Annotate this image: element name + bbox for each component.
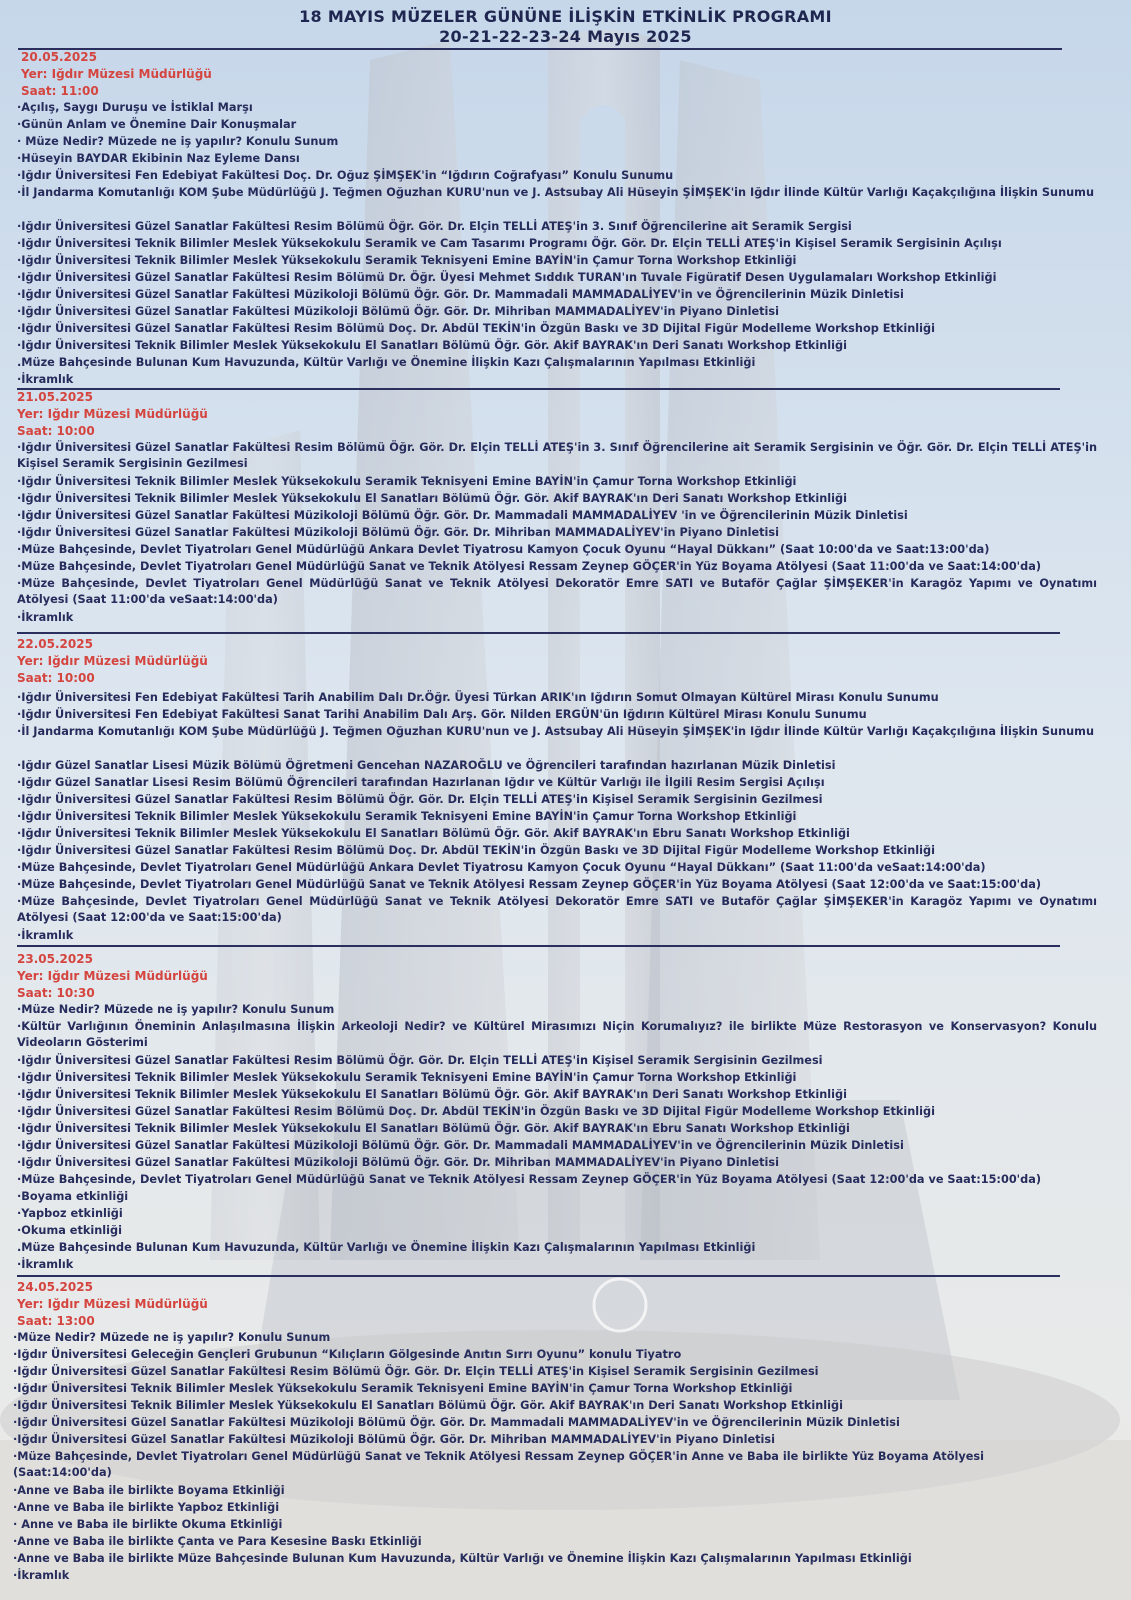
day-4-item: ·Iğdır Üniversitesi Teknik Bilimler Meslek Yüksekokulu El Sanatları Bölümü Öğr. Gör. Akif BAYRAK'ın Ebru Sanatı Workshop Etkinliği bbox=[17, 1122, 850, 1135]
day-3-item: ·Iğdır Üniversitesi Teknik Bilimler Meslek Yüksekokulu El Sanatları Bölümü Öğr. Gör. Akif BAYRAK'ın Ebru Sanatı Workshop Etkinliği bbox=[17, 827, 850, 840]
day-divider bbox=[17, 632, 1060, 634]
day-4-item: ·Kültür Varlığının Öneminin Anlaşılmasına İlişkin Arkeoloji Nedir? ve Kültürel Mirasımızı Niçin Korumalıyız? ile birlikte Müze Restorasyon ve Konservasyon? Konulu Videoların Gösterimi bbox=[17, 1020, 1097, 1049]
day-2-item: ·İkramlık bbox=[17, 611, 74, 624]
day-1-item: ·Iğdır Üniversitesi Güzel Sanatlar Fakültesi Resim Bölümü Doç. Dr. Abdül TEKİN'in Özgün Baskı ve 3D Dijital Figür Modelleme Workshop Etkinliği bbox=[17, 322, 935, 335]
day-3-item: ·Iğdır Üniversitesi Fen Edebiyat Fakültesi Sanat Tarihi Anabilim Dalı Arş. Gör. Nilden ERGÜN'ün Iğdırın Kültürel Mirası Konulu Sunumu bbox=[17, 708, 867, 721]
day-5-item: ·Iğdır Üniversitesi Güzel Sanatlar Fakültesi Müzikoloji Bölümü Öğr. Gör. Dr. Mihriban MAMMADALİYEV'in Piyano Dinletisi bbox=[13, 1433, 776, 1446]
day-3-item: ·İkramlık bbox=[17, 929, 74, 942]
day-3-item: ·Müze Bahçesinde, Devlet Tiyatroları Genel Müdürlüğü Sanat ve Teknik Atölyesi Dekoratör Emre SATI ve Butaför Çağlar ŞİMŞEKER'in Karagöz Yapımı ve Oynatımı Atölyesi (Saat 12:00'da ve Saat:15:00'da) bbox=[17, 895, 1097, 924]
day-3-item: ·Müze Bahçesinde, Devlet Tiyatroları Genel Müdürlüğü Sanat ve Teknik Atölyesi Ressam Zeynep GÖÇER'in Yüz Boyama Atölyesi (Saat 12:00'da ve Saat:15:00'da) bbox=[17, 878, 1042, 891]
day-3-item: ·Iğdır Üniversitesi Teknik Bilimler Meslek Yüksekokulu Seramik Teknisyeni Emine BAYİN'in Çamur Torna Workshop Etkinliği bbox=[17, 810, 797, 823]
day-3-time: Saat: 10:00 bbox=[17, 671, 95, 685]
day-3-item: ·Müze Bahçesinde, Devlet Tiyatroları Genel Müdürlüğü Ankara Devlet Tiyatrosu Kamyon Çocuk Oyunu “Hayal Dükkanı” (Saat 11:00'da veSaat:14:00'da) bbox=[17, 861, 986, 874]
day-4-time: Saat: 10:30 bbox=[17, 986, 95, 1000]
day-4-item: ·Yapboz etkinliği bbox=[17, 1207, 123, 1220]
day-5-item: ·Iğdır Üniversitesi Güzel Sanatlar Fakültesi Resim Bölümü Öğr. Gör. Dr. Elçin TELLİ ATEŞ'in Kişisel Seramik Sergisinin Gezilmesi bbox=[13, 1365, 819, 1378]
day-5-date: 24.05.2025 bbox=[17, 1280, 93, 1294]
day-2-date: 21.05.2025 bbox=[17, 390, 93, 404]
day-4-item: ·Okuma etkinliği bbox=[17, 1224, 122, 1237]
day-3-item: ·Iğdır Üniversitesi Güzel Sanatlar Fakültesi Resim Bölümü Doç. Dr. Abdül TEKİN'in Özgün Baskı ve 3D Dijital Figür Modelleme Workshop Etkinliği bbox=[17, 844, 935, 857]
day-3-item: ·Iğdır Üniversitesi Fen Edebiyat Fakültesi Tarih Anabilim Dalı Dr.Öğr. Üyesi Türkan ARIK'ın Iğdırın Somut Olmayan Kültürel Mirası Konulu Sunumu bbox=[17, 691, 939, 704]
day-5-item: ·Anne ve Baba ile birlikte Yapboz Etkinliği bbox=[13, 1501, 280, 1514]
day-2-item: ·Iğdır Üniversitesi Teknik Bilimler Meslek Yüksekokulu El Sanatları Bölümü Öğr. Gör. Akif BAYRAK'ın Deri Sanatı Workshop Etkinliği bbox=[17, 492, 847, 505]
day-4-item: ·Iğdır Üniversitesi Güzel Sanatlar Fakültesi Resim Bölümü Doç. Dr. Abdül TEKİN'in Özgün Baskı ve 3D Dijital Figür Modelleme Workshop Etkinliği bbox=[17, 1105, 935, 1118]
day-1-item: ·Iğdır Üniversitesi Güzel Sanatlar Fakültesi Resim Bölümü Dr. Öğr. Üyesi Mehmet Sıddık TURAN'ın Tuvale Figüratif Desen Uygulamaları Workshop Etkinliği bbox=[17, 271, 997, 284]
day-1-item: ·Iğdır Üniversitesi Güzel Sanatlar Fakültesi Müzikoloji Bölümü Öğr. Gör. Dr. Mammadali MAMMADALİYEV'in ve Öğrencilerinin Müzik Dinletisi bbox=[17, 288, 904, 301]
day-4-item: ·Iğdır Üniversitesi Güzel Sanatlar Fakültesi Resim Bölümü Öğr. Gör. Dr. Elçin TELLİ ATEŞ'in Kişisel Seramik Sergisinin Gezilmesi bbox=[17, 1054, 823, 1067]
day-4-item: .Müze Bahçesinde Bulunan Kum Havuzunda, Kültür Varlığı ve Önemine İlişkin Kazı Çalışmalarının Yapılması Etkinliği bbox=[17, 1241, 756, 1254]
day-1-date: 20.05.2025 bbox=[21, 50, 97, 64]
day-1-item: ·Iğdır Üniversitesi Güzel Sanatlar Fakültesi Müzikoloji Bölümü Öğr. Gör. Dr. Mihriban MAMMADALİYEV'in Piyano Dinletisi bbox=[17, 305, 780, 318]
day-2-item: ·Müze Bahçesinde, Devlet Tiyatroları Genel Müdürlüğü Ankara Devlet Tiyatrosu Kamyon Çocuk Oyunu “Hayal Dükkanı” (Saat 10:00'da ve Saat:13:00'da) bbox=[17, 543, 990, 556]
day-1-item: ·Hüseyin BAYDAR Ekibinin Naz Eyleme Dansı bbox=[17, 152, 300, 165]
day-3-item: ·Iğdır Üniversitesi Güzel Sanatlar Fakültesi Resim Bölümü Öğr. Gör. Dr. Elçin TELLİ ATEŞ'in Kişisel Seramik Sergisinin Gezilmesi bbox=[17, 793, 823, 806]
day-5-time: Saat: 13:00 bbox=[17, 1314, 95, 1328]
day-1-item: ·Iğdır Üniversitesi Teknik Bilimler Meslek Yüksekokulu El Sanatları Bölümü Öğr. Gör. Akif BAYRAK'ın Deri Sanatı Workshop Etkinliği bbox=[17, 339, 847, 352]
day-4-date: 23.05.2025 bbox=[17, 952, 93, 966]
day-4-item: ·Müze Bahçesinde, Devlet Tiyatroları Genel Müdürlüğü Sanat ve Teknik Atölyesi Ressam Zeynep GÖÇER'in Yüz Boyama Atölyesi (Saat 12:00'da ve Saat:15:00'da) bbox=[17, 1173, 1042, 1186]
day-5-item: ·Müze Bahçesinde, Devlet Tiyatroları Genel Müdürlüğü Sanat ve Teknik Atölyesi Ressam Zeynep GÖÇER'in Anne ve Baba ile birlikte Yüz Boyama Atölyesi (Saat:14:00'da) bbox=[13, 1450, 984, 1479]
day-5-item: ·İkramlık bbox=[13, 1569, 70, 1582]
day-2-item: ·Iğdır Üniversitesi Güzel Sanatlar Fakültesi Resim Bölümü Öğr. Gör. Dr. Elçin TELLİ ATEŞ'in 3. Sınıf Öğrencilerine ait Seramik Sergisinin ve Öğr. Gör. Dr. Elçin TELLİ ATEŞ'in Kişisel Seramik Sergisinin Gezilmesi bbox=[17, 441, 1097, 470]
day-1-item: ·Iğdır Üniversitesi Güzel Sanatlar Fakültesi Resim Bölümü Öğr. Gör. Dr. Elçin TELLİ ATEŞ'in 3. Sınıf Öğrencilerine ait Seramik Sergisi bbox=[17, 220, 852, 233]
day-5-item: ·Anne ve Baba ile birlikte Boyama Etkinliği bbox=[13, 1484, 285, 1497]
day-5-item: · Anne ve Baba ile birlikte Okuma Etkinliği bbox=[13, 1518, 283, 1531]
day-4-item: ·Iğdır Üniversitesi Teknik Bilimler Meslek Yüksekokulu El Sanatları Bölümü Öğr. Gör. Akif BAYRAK'ın Deri Sanatı Workshop Etkinliği bbox=[17, 1088, 847, 1101]
day-2-time: Saat: 10:00 bbox=[17, 424, 95, 438]
day-4-item: ·Iğdır Üniversitesi Teknik Bilimler Meslek Yüksekokulu Seramik Teknisyeni Emine BAYİN'in Çamur Torna Workshop Etkinliği bbox=[17, 1071, 797, 1084]
day-1-item: ·Iğdır Üniversitesi Fen Edebiyat Fakültesi Doç. Dr. Oğuz ŞİMŞEK'in “Iğdırın Coğrafyası” Konulu Sunumu bbox=[17, 169, 674, 182]
day-2-item: ·Müze Bahçesinde, Devlet Tiyatroları Genel Müdürlüğü Sanat ve Teknik Atölyesi Ressam Zeynep GÖÇER'in Yüz Boyama Atölyesi (Saat 11:00'da ve Saat:14:00'da) bbox=[17, 560, 1042, 573]
day-3-item: ·İl Jandarma Komutanlığı KOM Şube Müdürlüğü J. Teğmen Oğuzhan KURU'nun ve J. Astsubay Ali Hüseyin ŞİMŞEK'in Iğdır İlinde Kültür Varlığı Kaçakçılığına İlişkin Sunumu bbox=[17, 725, 1094, 738]
day-5-item: ·Iğdır Üniversitesi Teknik Bilimler Meslek Yüksekokulu El Sanatları Bölümü Öğr. Gör. Akif BAYRAK'ın Deri Sanatı Workshop Etkinliği bbox=[13, 1399, 843, 1412]
day-3-item: ·Iğdır Güzel Sanatlar Lisesi Müzik Bölümü Öğretmeni Gencehan NAZAROĞLU ve Öğrencileri tarafından hazırlanan Müzik Dinletisi bbox=[17, 759, 836, 772]
day-4-item: ·İkramlık bbox=[17, 1258, 74, 1271]
day-2-item: ·Müze Bahçesinde, Devlet Tiyatroları Genel Müdürlüğü Sanat ve Teknik Atölyesi Dekoratör Emre SATI ve Butaför Çağlar ŞİMŞEKER'in Karagöz Yapımı ve Oynatımı Atölyesi (Saat 11:00'da veSaat:14:00'da) bbox=[17, 577, 1097, 606]
day-1-item: ·Günün Anlam ve Önemine Dair Konuşmalar bbox=[17, 118, 297, 131]
day-1-item: ·Iğdır Üniversitesi Teknik Bilimler Meslek Yüksekokulu Seramik Teknisyeni Emine BAYİN'in Çamur Torna Workshop Etkinliği bbox=[17, 254, 797, 267]
day-1-item: ·Iğdır Üniversitesi Teknik Bilimler Meslek Yüksekokulu Seramik ve Cam Tasarımı Programı Öğr. Gör. Dr. Elçin TELLİ ATEŞ'in Kişisel Seramik Sergisinin Açılışı bbox=[17, 237, 1002, 250]
day-4-item: ·Iğdır Üniversitesi Güzel Sanatlar Fakültesi Müzikoloji Bölümü Öğr. Gör. Dr. Mihriban MAMMADALİYEV'in Piyano Dinletisi bbox=[17, 1156, 780, 1169]
day-2-item: ·Iğdır Üniversitesi Güzel Sanatlar Fakültesi Müzikoloji Bölümü Öğr. Gör. Dr. Mihriban MAMMADALİYEV'in Piyano Dinletisi bbox=[17, 526, 780, 539]
day-1-item: .Müze Bahçesinde Bulunan Kum Havuzunda, Kültür Varlığı ve Önemine İlişkin Kazı Çalışmalarının Yapılması Etkinliği bbox=[17, 356, 756, 369]
day-divider bbox=[17, 1275, 1060, 1277]
page-title: 18 MAYIS MÜZELER GÜNÜNE İLİŞKİN ETKİNLİK PROGRAMI bbox=[299, 7, 832, 26]
day-2-place: Yer: Iğdır Müzesi Müdürlüğü bbox=[17, 407, 208, 421]
day-1-item: ·İl Jandarma Komutanlığı KOM Şube Müdürlüğü J. Teğmen Oğuzhan KURU'nun ve J. Astsubay Ali Hüseyin ŞİMŞEK'in Iğdır İlinde Kültür Varlığı Kaçakçılığına İlişkin Sunumu bbox=[17, 186, 1094, 199]
day-1-item: · Müze Nedir? Müzede ne iş yapılır? Konulu Sunum bbox=[17, 135, 339, 148]
day-3-place: Yer: Iğdır Müzesi Müdürlüğü bbox=[17, 654, 208, 668]
day-4-item: ·Boyama etkinliği bbox=[17, 1190, 129, 1203]
day-divider bbox=[17, 945, 1060, 947]
day-4-item: ·Müze Nedir? Müzede ne iş yapılır? Konulu Sunum bbox=[17, 1003, 335, 1016]
day-3-item: ·Iğdır Güzel Sanatlar Lisesi Resim Bölümü Öğrencileri tarafından Hazırlanan Iğdır ve Kültür Varlığı ile İlgili Resim Sergisi Açılışı bbox=[17, 776, 825, 789]
page-subtitle-dates: 20-21-22-23-24 Mayıs 2025 bbox=[439, 27, 692, 46]
day-4-item: ·Iğdır Üniversitesi Güzel Sanatlar Fakültesi Müzikoloji Bölümü Öğr. Gör. Dr. Mammadali MAMMADALİYEV'in ve Öğrencilerinin Müzik Dinletisi bbox=[17, 1139, 904, 1152]
day-divider bbox=[17, 388, 1060, 390]
day-3-date: 22.05.2025 bbox=[17, 637, 93, 651]
day-5-item: ·Müze Nedir? Müzede ne iş yapılır? Konulu Sunum bbox=[13, 1331, 331, 1344]
day-5-item: ·Iğdır Üniversitesi Güzel Sanatlar Fakültesi Müzikoloji Bölümü Öğr. Gör. Dr. Mammadali MAMMADALİYEV'in ve Öğrencilerinin Müzik Dinletisi bbox=[13, 1416, 900, 1429]
day-2-item: ·Iğdır Üniversitesi Teknik Bilimler Meslek Yüksekokulu Seramik Teknisyeni Emine BAYİN'in Çamur Torna Workshop Etkinliği bbox=[17, 475, 797, 488]
day-5-place: Yer: Iğdır Müzesi Müdürlüğü bbox=[17, 1297, 208, 1311]
day-2-item: ·Iğdır Üniversitesi Güzel Sanatlar Fakültesi Müzikoloji Bölümü Öğr. Gör. Dr. Mammadali MAMMADALİYEV 'in ve Öğrencilerinin Müzik Dinletisi bbox=[17, 509, 908, 522]
header-divider bbox=[18, 48, 1062, 50]
day-1-time: Saat: 11:00 bbox=[21, 84, 99, 98]
day-1-item: ·Açılış, Saygı Duruşu ve İstiklal Marşı bbox=[17, 101, 253, 114]
day-4-place: Yer: Iğdır Müzesi Müdürlüğü bbox=[17, 969, 208, 983]
day-1-item: ·İkramlık bbox=[17, 373, 74, 386]
day-5-item: ·Anne ve Baba ile birlikte Müze Bahçesinde Bulunan Kum Havuzunda, Kültür Varlığı ve Önemine İlişkin Kazı Çalışmalarının Yapılması Etkinliği bbox=[13, 1552, 912, 1565]
day-5-item: ·Iğdır Üniversitesi Teknik Bilimler Meslek Yüksekokulu Seramik Teknisyeni Emine BAYİN'in Çamur Torna Workshop Etkinliği bbox=[13, 1382, 793, 1395]
day-5-item: ·Iğdır Üniversitesi Geleceğin Gençleri Grubunun “Kılıçların Gölgesinde Anıtın Sırrı Oyunu” konulu Tiyatro bbox=[13, 1348, 682, 1361]
day-1-place: Yer: Iğdır Müzesi Müdürlüğü bbox=[21, 67, 212, 81]
day-5-item: ·Anne ve Baba ile birlikte Çanta ve Para Kesesine Baskı Etkinliği bbox=[13, 1535, 422, 1548]
